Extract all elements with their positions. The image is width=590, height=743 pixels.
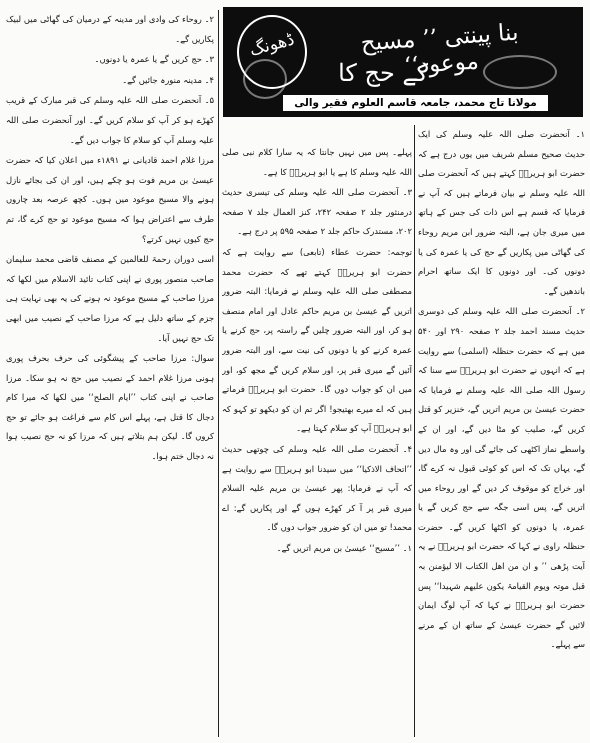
divider-right — [414, 125, 415, 737]
left-body-paragraph-3: سوال: مرزا صاحب کے پیشگوئی کی حرف بحرف پوری ہونی مرزا غلام احمد کے نصیب میں حج نہ ہو سکا۔ مرزا صاحب نے اپنی کتاب ’’ایام الصلح‘‘ میں لکھا کہ میرا کام دجال کا قتل ہے، پہلے اس کام سے فراغت ہو جائے تو حج کروں گا۔ لیکن ہم بتلاتے ہیں کہ مرزا کو نہ حج نصیب ہوا نہ دجال ختم ہوا۔ — [6, 353, 214, 462]
middle-paragraph-2: ۳۔ آنحضرت صلی اللہ علیہ وسلم کی تیسری حدیث درمنثور جلد ۲ صفحہ ۲۴۲، کنز العمال جلد ۷ صفحہ ۲۰۲، مستدرک حاکم جلد ۲ صفحہ ۵۹۵ پر درج ہے۔ — [222, 187, 412, 237]
divider-middle — [218, 10, 219, 737]
article-byline: مولانا تاج محمد، جامعہ قاسم العلوم فقیر والی — [294, 97, 537, 109]
banner-seal-text: ڈھونگ — [247, 29, 297, 61]
article-banner — [223, 7, 583, 117]
middle-paragraph-4: ۴۔ آنحضرت صلی اللہ علیہ وسلم کی چوتھی حدیث ’’اتحاف الاذکیا‘‘ میں سیدنا ابو ہریرہؓ سے روایت ہے کہ آپ نے فرمایا: پھر عیسیٰ بن مریم علیہ السلام میری قبر پر آ کر کھڑے ہوں گے اور پکاریں گے: اے محمد! تو میں ان کو ضرور جواب دوں گا۔ — [222, 443, 412, 533]
summary-item-5: ۵۔ آنحضرت صلی اللہ علیہ وسلم کی قبر مبارک کے قریب کھڑے ہو کر آپ کو سلام کریں گے۔ اور آنحضرت صلی اللہ علیہ وسلم آپ کو سلام کا جواب دیں گے۔ — [6, 95, 214, 145]
hadith-paragraph-2: ۲۔ آنحضرت صلی اللہ علیہ وسلم کی دوسری حدیث مسند احمد جلد ۲ صفحہ ۲۹۰ اور ۵۴۰ میں ہے کہ حضرت حنظلہ (اسلمی) سے روایت ہے کہ انہوں نے حضرت ابو ہریرہؓ سے سنا کہ رسول اللہ صلی اللہ علیہ وسلم نے فرمایا کہ حضرت عیسیٰ بن مریم اتریں گے، خنزیر کو قتل کریں گے، صلیب کو مٹا دیں گے، اور ان کے واسطے نماز اکٹھی کی جائے گی اور وہ مال دیں گے، یہاں تک کہ اس کو کوئی قبول نہ کرے گا، اور خراج کو موقوف کر دیں گے اور روحاء میں اتریں گے، پس اسی جگہ سے حج کریں گے یا عمرہ، یا دونوں کو اکٹھا کریں گے۔ حضرت حنظلہ راوی نے کہا کہ حضرت ابو ہریرہؓ نے یہ آیت پڑھی ’’ و ان من اھل الکتاب الا لیؤمنن بہ قبل موتہ ویوم القیامۃ یکون علیھم شہیدا‘‘ پس حضرت ابو ہریرہؓ نے کہا کہ آپ لوگ ایمان لائیں گے حضرت عیسیٰ کے ساتھ ان کے مرنے سے پہلے۔ — [418, 306, 585, 650]
column-left — [6, 10, 214, 740]
left-body-paragraph-2: اسی دوران رحمۃ للعالمین کے مصنف قاضی محمد سلیمان صاحب منصور پوری نے اپنی کتاب تائید الاسلام میں لکھا کہ مرزا صاحب کے مسیح موعود نہ ہونے کی یہ بھی نہایت ہی جزم کے ساتھ دلیل ہے کہ مرزا صاحب کے نصیب میں ابھی تک حج نہیں آیا۔ — [6, 254, 214, 343]
summary-item-4: ۴۔ مدینہ منورہ جائیں گے۔ — [122, 74, 214, 85]
column-right — [418, 125, 585, 740]
banner-subtitle: کے حج کا — [338, 59, 428, 87]
banner-title: بنا پینتی ’’ مسیح موعود‘‘ — [359, 19, 520, 80]
middle-paragraph-3: توجمہ: حضرت عطاء (تابعی) سے روایت ہے کہ حضرت ابو ہریرہؓ کہتے تھے کہ حضرت محمد مصطفی صلی اللہ علیہ وسلم نے فرمایا: البتہ ضرور اتریں گے عیسیٰ بن مریم حاکم عادل اور امام منصف ہو کر، اور البتہ ضرور چلیں گے راستہ پر، حج کرنے یا عمرہ کرنے کو یا دونوں کی نیت سے، اور البتہ ضرور آئیں گے میری قبر پر، اور سلام کریں گے مجھ کو، اور میں ان کو جواب دوں گا۔ حضرت ابو ہریرہؓ فرماتے ہیں کہ اے میرے بھتیجو! اگر تم ان کو دیکھو تو کہو کہ ابو ہریرہؓ آپ کو سلام کہتا ہے۔ — [222, 246, 412, 434]
left-body-paragraph-1: مرزا غلام احمد قادیانی نے ۱۸۹۱ء میں اعلان کیا کہ حضرت عیسیٰ بن مریم فوت ہو چکے ہیں، اور ان کی بجائے نازل ہونے والا مسیح موعود میں ہوں۔ کچھ عرصہ بعد چاروں طرف سے اعتراض ہوا کہ مسیح موعود تو حج کرے گا، تم حج کیوں نہیں کرتے؟ — [6, 155, 214, 244]
middle-paragraph-1: پہلے۔ پس میں نہیں جانتا کہ یہ سارا کلام نبی صلی اللہ علیہ وسلم کا ہے یا ابو ہریرہؓ کا ہے۔ — [222, 147, 412, 177]
middle-paragraph-5: ۱۔ ’’مسیح‘‘ عیسیٰ بن مریم اتریں گے۔ — [276, 542, 412, 553]
column-middle — [222, 143, 412, 740]
hadith-paragraph-1: ۱۔ آنحضرت صلی اللہ علیہ وسلم کی ایک حدیث صحیح مسلم شریف میں یوں درج ہے کہ حضرت ابو ہریرہؓ کہتے ہیں کہ آنحضرت صلی اللہ علیہ وسلم نے بیان فرماتے ہیں کہ آپ نے فرمایا کہ قسم ہے اس ذات کی جس کے ہاتھ میں میری جان ہے، البتہ ضرور ابن مریم روحاء کی گھاٹی میں پکاریں گے حج کی یا عمرہ کی یا دونوں کی۔ اور دونوں کا ایک ساتھ احرام باندھیں گے۔ — [418, 129, 585, 296]
summary-item-3: ۳۔ حج کریں گے یا عمرہ یا دونوں۔ — [94, 54, 214, 65]
summary-item-2: ۲۔ روحاء کی وادی اور مدینہ کے درمیان کی گھاٹی میں لبیک پکاریں گے۔ — [6, 14, 214, 44]
